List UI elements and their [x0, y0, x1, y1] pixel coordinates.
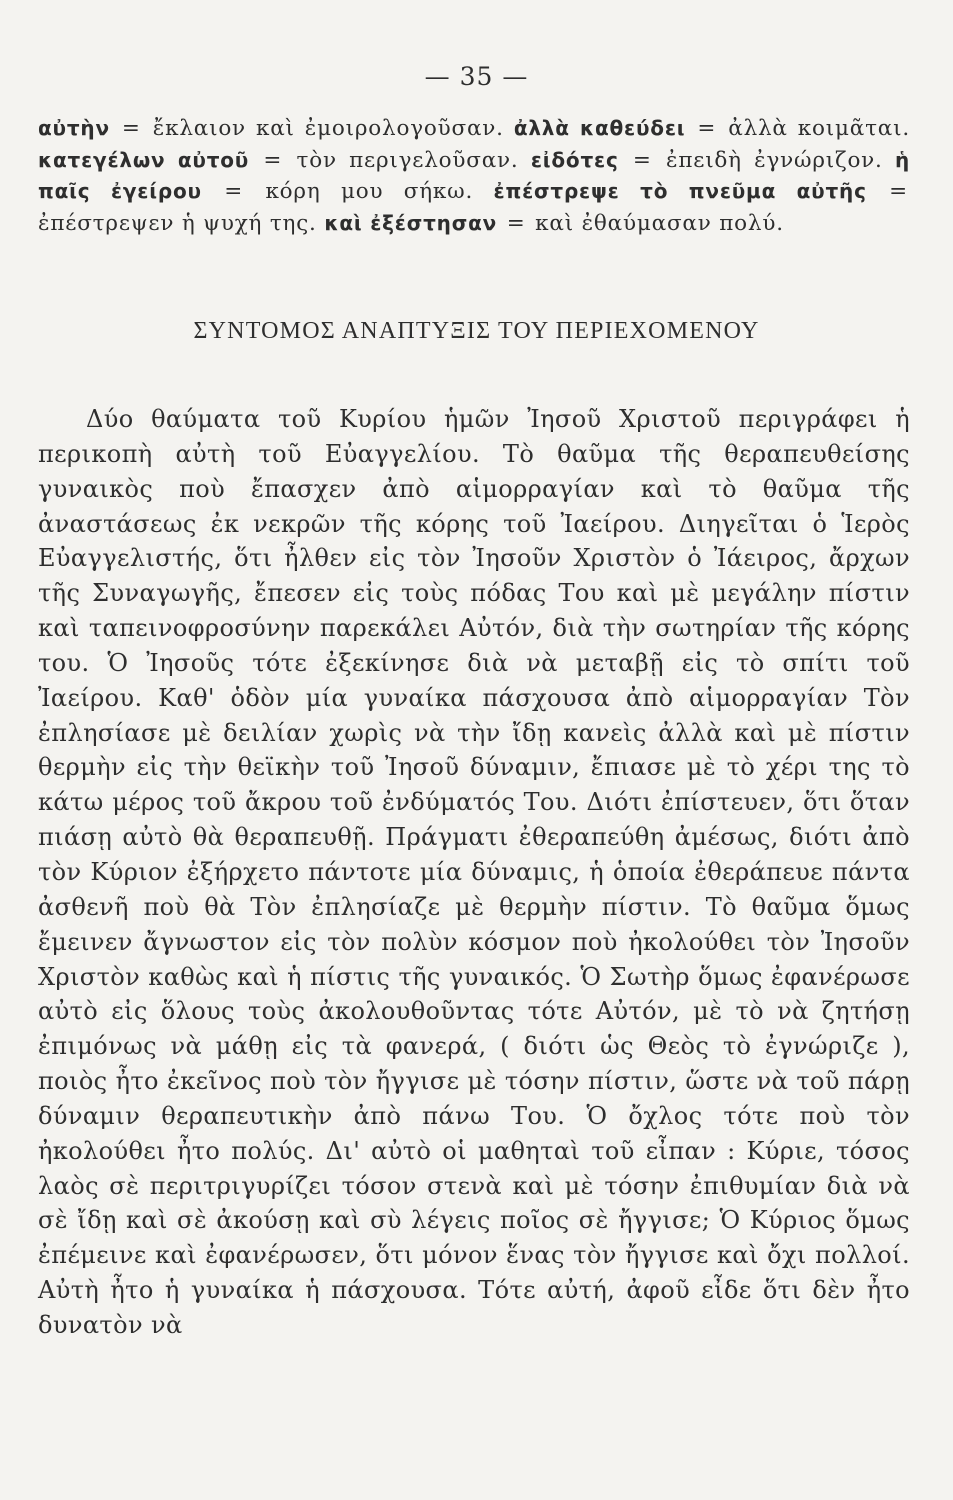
glossary-separator: =	[506, 210, 526, 236]
glossary-entry	[514, 116, 910, 141]
section-heading: ΣΥΝΤΟΜΟΣ ΑΝΑΠΤΥΞΙΣ ΤΟΥ ΠΕΡΙΕΧΟΜΕΝΟΥ	[193, 318, 760, 344]
glossary-meaning: κόρη μου σήκω.	[265, 179, 474, 204]
glossary-entry	[38, 148, 519, 173]
glossary-meaning: ἐπειδὴ ἐγνώριζον.	[666, 147, 883, 173]
glossary-separator: =	[224, 179, 244, 204]
glossary-block	[38, 113, 910, 239]
glossary-term: ἀλλὰ καθεύδει	[513, 116, 686, 140]
glossary-meaning: ἐπέστρεψεν ἡ ψυχή της.	[38, 210, 317, 236]
glossary-separator: =	[263, 147, 283, 173]
glossary-separator: =	[889, 179, 908, 204]
glossary-separator: =	[121, 116, 141, 141]
glossary-term: εἰδότες	[530, 147, 619, 172]
body-paragraph: Δύο θαύματα τοῦ Κυρίου ἡμῶν Ἰησοῦ Χριστοῦ περιγράφει ἡ περικοπὴ αὐτὴ τοῦ Εὐαγγελίου. Τὸ θαῦμα τῆς θεραπευθείσης γυναικὸς ποὺ ἔπασχεν ἀπὸ αἱμορραγίαν καὶ τὸ θαῦμα τῆς ἀναστάσεως ἐκ νεκρῶν τῆς κόρης τοῦ Ἰαείρου. Διηγεῖται ὁ Ἱερὸς Εὐαγγελιστής, ὅτι ἦλθεν εἰς τὸν Ἰησοῦν Χριστὸν ὁ Ἰάειρος, ἄρχων τῆς Συναγωγῆς, ἔπεσεν εἰς τοὺς πόδας Του καὶ μὲ μεγάλην πίστιν καὶ ταπεινοφροσύνην παρεκάλει Αὐτόν, διὰ τὴν σωτηρίαν τῆς κόρης του. Ὁ Ἰησοῦς τότε ἐξεκίνησε διὰ νὰ μεταβῇ εἰς τὸ σπίτι τοῦ Ἰαείρου. Καθ' ὁδὸν μία γυναίκα πάσχουσα ἀπὸ αἱμορραγίαν Τὸν ἐπλησίασε μὲ δειλίαν χωρὶς νὰ τὴν ἴδῃ κανεὶς ἀλλὰ καὶ μὲ πίστιν θερμὴν εἰς τὴν θεϊκὴν τοῦ Ἰησοῦ δύναμιν, ἔπιασε μὲ τὸ χέρι της τὸ κάτω μέρος τοῦ ἄκρου τοῦ ἐνδύματός Του. Διότι ἐπίστευεν, ὅτι ὅταν πιάσῃ αὐτὸ θὰ θεραπευθῇ. Πράγματι ἐθεραπεύθη ἀμέσως, διότι ἀπὸ τὸν Κύριον ἐξήρχετο πάντοτε μία δύναμις, ἡ ὁποία ἐθεράπευε πάντα ἀσθενῆ ποὺ θὰ Τὸν ἐπλησίαζε μὲ θερμὴν πίστιν. Τὸ θαῦμα ὅμως ἔμεινεν ἄγνωστον εἰς τὸν πολὺν κόσμον ποὺ ἠκολούθει τὸν Ἰησοῦν Χριστὸν καθὼς καὶ ἡ πίστις τῆς γυναικός. Ὁ Σωτὴρ ὅμως ἐφανέρωσε αὐτὸ εἰς ὅλους τοὺς ἀκολουθοῦντας τότε Αὐτόν, μὲ τὸ νὰ ζητήσῃ ἐπιμόνως νὰ μάθῃ εἰς τὰ φανερά, ( διότι ὡς Θεὸς τὸ ἐγνώριζε ), ποιὸς ἦτο ἐκεῖνος ποὺ τὸν ἤγγισε μὲ τόσην πίστιν, ὥστε νὰ τοῦ πάρῃ δύναμιν θεραπευτικὴν ἀπὸ πάνω Του. Ὁ ὄχλος τότε ποὺ τὸν ἠκολούθει ἦτο πολύς. Δι' αὐτὸ οἱ μαθηταὶ τοῦ εἶπαν : Κύριε, τόσος λαὸς σὲ περιτριγυρίζει τόσον στενὰ καὶ μὲ τόσην ἐπιθυμίαν διὰ νὰ σὲ ἴδῃ καὶ σὲ ἀκούσῃ καὶ σὺ λέγεις ποῖος σὲ ἤγγισε; Ὁ Κύριος ὅμως ἐπέμεινε καὶ ἐφανέρωσεν, ὅτι μόνον ἕνας τὸν ἤγγισε καὶ ὄχι πολλοί. Αὐτὴ ἦτο ἡ γυναίκα ἡ πάσχουσα. Τότε αὐτή, ἀφοῦ εἶδε ὅτι δὲν ἦτο δυνατὸν νὰ	[38, 405, 910, 1339]
glossary-separator: =	[697, 116, 717, 141]
glossary-meaning: καὶ ἐθαύμασαν πολύ.	[535, 210, 784, 236]
glossary-entry	[324, 211, 784, 236]
glossary-term: κατεγέλων αὐτοῦ	[38, 147, 250, 172]
glossary-meaning: ἀλλὰ κοιμᾶται.	[728, 116, 910, 141]
glossary-term: καὶ ἐξέστησαν	[324, 210, 498, 235]
glossary-separator: =	[632, 147, 652, 173]
glossary-meaning: ἔκλαιον καὶ ἐμοιρολογοῦσαν.	[152, 116, 504, 141]
glossary-term: ἐπέστρεψε τὸ πνεῦμα αὐτῆς	[493, 179, 867, 203]
glossary-entry	[531, 148, 883, 173]
glossary-term: αὐτὴν	[38, 116, 110, 140]
page-number: — 35 —	[424, 62, 529, 91]
glossary-entry	[38, 116, 504, 141]
glossary-term: ἡ παῖς ἐγείρου	[38, 147, 911, 203]
glossary-meaning: τὸν περιγελοῦσαν.	[296, 147, 519, 173]
